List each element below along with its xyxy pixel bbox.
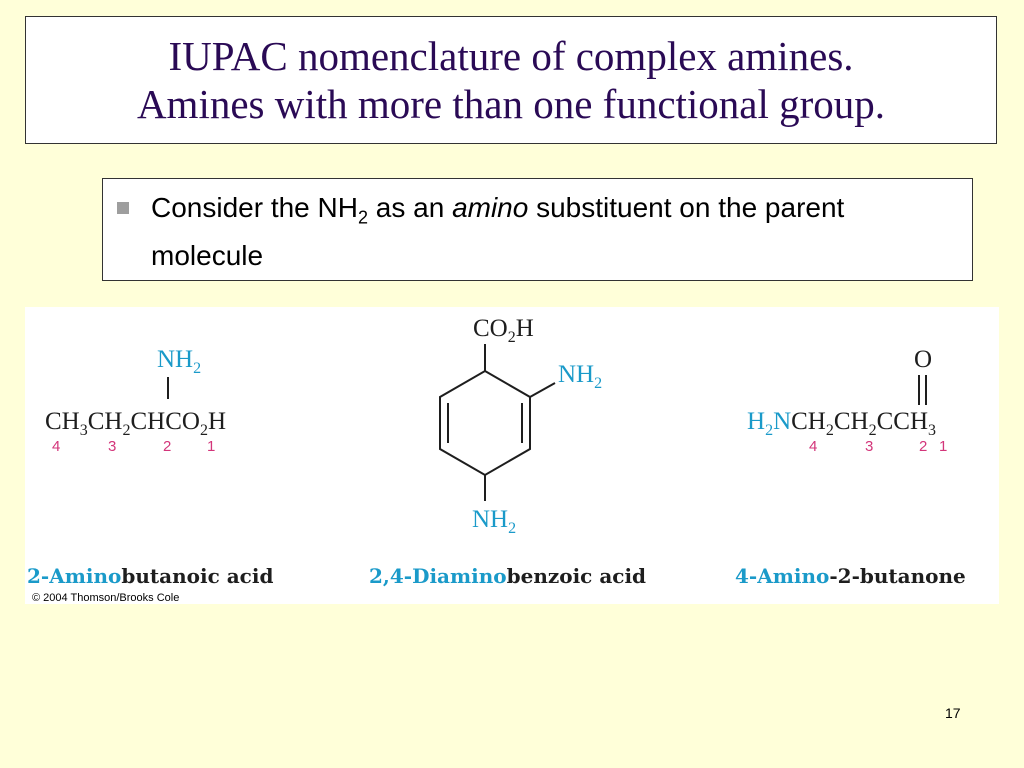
mol3-oxygen-label: O: [914, 346, 933, 373]
mol3-number-4: 4: [809, 438, 818, 455]
mol2-amino-bond-2: [530, 383, 555, 397]
mol1-number-2: 2: [163, 438, 172, 455]
mol1-name-prefix: 2-Amino: [27, 564, 122, 588]
mol3-name: [735, 564, 966, 588]
bullet-text-emphasis: amino: [452, 192, 529, 223]
mol3-name-prefix: 4-Amino: [735, 564, 830, 588]
slide-title-line-2: Amines with more than one functional group.: [136, 81, 886, 127]
mol1-name: [27, 564, 273, 588]
bullet-text: [151, 189, 951, 274]
molecule-2-4-diaminobenzoic-acid: [440, 315, 602, 537]
bullet-text-prefix: Consider the NH: [151, 192, 358, 223]
mol3-number-2: 2: [919, 438, 928, 455]
mol1-nh2-label: $NH_2$: [157, 346, 202, 377]
mol2-name: [369, 564, 646, 588]
mol3-name-suffix: -2-butanone: [829, 564, 966, 588]
bullet-text-suffix: substituent on the parent molecule: [151, 192, 845, 271]
mol3-number-1: 1: [939, 438, 948, 455]
page-number: 17: [945, 705, 961, 721]
mol2-co2h-label: $CO_2H$: [473, 315, 534, 346]
bullet-box: [102, 178, 973, 281]
mol3-formula: $H_2NCH_2CH_2CCH_3$: [747, 408, 936, 439]
mol2-benzene-ring: [440, 371, 530, 475]
bullet-text-subscript: 2: [357, 207, 368, 228]
molecule-2-aminobutanoic-acid: [45, 346, 226, 455]
molecule-4-amino-2-butanone: [747, 346, 947, 455]
mol2-name-prefix: 2,4-Diamino: [369, 564, 507, 588]
mol2-nh2-para-label: $NH_2$: [472, 506, 517, 537]
amine-structures-figure: [25, 307, 999, 604]
mol1-formula: $CH_3CH_2CHCO_2H$: [45, 408, 226, 439]
slide-title-line-1: IUPAC nomenclature of complex amines.: [168, 33, 854, 79]
title-box: [25, 16, 997, 144]
mol1-number-3: 3: [108, 438, 117, 455]
figure-copyright: © 2004 Thomson/Brooks Cole: [32, 592, 180, 604]
mol2-nh2-ortho-label: $NH_2$: [558, 361, 603, 392]
mol1-name-suffix: butanoic acid: [121, 564, 274, 588]
bullet-text-middle: as an: [368, 192, 453, 223]
mol2-name-suffix: benzoic acid: [506, 564, 647, 588]
bullet-square-icon: [117, 202, 129, 214]
mol1-number-4: 4: [52, 438, 61, 455]
structures-svg: [25, 307, 999, 604]
mol1-number-1: 1: [207, 438, 216, 455]
mol3-number-3: 3: [865, 438, 874, 455]
mol2-ring-inner-bond-3: [485, 463, 491, 467]
